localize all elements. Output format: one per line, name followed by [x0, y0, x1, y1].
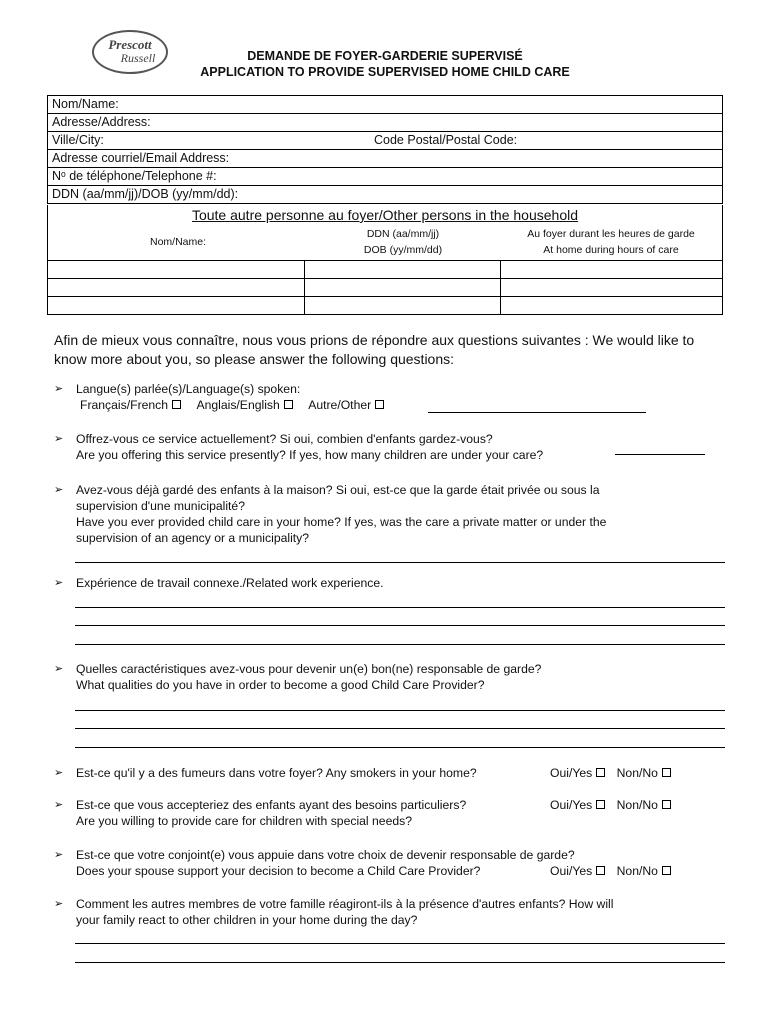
past-care-question-en-2: supervision of an agency or a municipality? — [76, 531, 310, 545]
question-spouse — [54, 847, 734, 881]
question-work-experience — [54, 575, 734, 593]
yes-label: Oui/Yes — [550, 766, 593, 780]
qualities-answer-line[interactable] — [75, 710, 725, 711]
form-title-english: APPLICATION TO PROVIDE SUPERVISED HOME CHILD CARE — [200, 65, 570, 79]
household-name-cell[interactable] — [48, 297, 305, 315]
french-label: Français/French — [80, 398, 169, 412]
question-languages — [54, 381, 734, 415]
family-question-en: your family react to other children in your home during the day? — [76, 913, 418, 927]
email-label: Adresse courriel/Email Address: — [52, 151, 230, 165]
table-row — [48, 297, 722, 315]
qualities-question-fr: Quelles caractéristiques avez-vous pour devenir un(e) bon(ne) responsable de garde? — [76, 662, 542, 676]
household-col-dob-fr: DDN (aa/mm/jj) — [366, 228, 440, 240]
table-row — [48, 279, 722, 297]
household-dob-cell[interactable] — [305, 297, 501, 315]
smokers-yes-no — [550, 765, 671, 781]
city-label: Ville/City: — [52, 133, 104, 147]
offering-question-en: Are you offering this service presently? If yes, how many children are under your care? — [76, 448, 544, 462]
household-home-cell[interactable] — [501, 261, 723, 279]
no-label: Non/No — [616, 766, 658, 780]
question-offering — [54, 431, 734, 465]
logo-text-line2: Russell — [120, 51, 156, 65]
qualities-answer-line[interactable] — [75, 747, 725, 748]
bullet-arrow: ➢ — [54, 799, 64, 811]
logo-text-line1: Prescott — [108, 37, 152, 52]
past-care-answer-line[interactable] — [75, 562, 725, 563]
household-name-cell[interactable] — [48, 261, 305, 279]
name-label: Nom/Name: — [52, 97, 119, 111]
children-count-answer-line[interactable] — [615, 454, 705, 455]
languages-question: Langue(s) parlée(s)/Language(s) spoken: — [76, 382, 301, 396]
postal-code-label: Code Postal/Postal Code: — [374, 133, 518, 147]
bullet-arrow: ➢ — [54, 433, 64, 445]
smokers-no-checkbox[interactable] — [662, 768, 671, 777]
question-smokers — [54, 765, 734, 783]
phone-field[interactable] — [48, 168, 722, 186]
household-section — [47, 205, 723, 315]
other-language-answer-line[interactable] — [428, 412, 646, 413]
question-qualities — [54, 661, 734, 695]
household-title: Toute autre personne au foyer/Other persons in the household — [191, 207, 579, 223]
spouse-question-fr: Est-ce que votre conjoint(e) vous appuie dans votre choix de devenir responsable de garde? — [76, 848, 575, 862]
past-care-question-fr-2: supervision d'une municipalité? — [76, 499, 245, 513]
address-label: Adresse/Address: — [52, 115, 151, 129]
other-label: Autre/Other — [308, 398, 372, 412]
applicant-info-table — [47, 95, 723, 204]
bullet-arrow: ➢ — [54, 663, 64, 675]
special-needs-yes-checkbox[interactable] — [596, 800, 605, 809]
address-field[interactable] — [48, 114, 722, 132]
household-col-dob — [308, 226, 498, 258]
special-needs-yes-no — [550, 797, 671, 813]
form-title-french: DEMANDE DE FOYER-GARDERIE SUPERVISÉ — [247, 49, 523, 63]
household-name-cell[interactable] — [48, 279, 305, 297]
past-care-question-en-1: Have you ever provided child care in your home? If yes, was the care a private matter or under the — [76, 515, 607, 529]
no-label: Non/No — [616, 864, 658, 878]
dob-label: DDN (aa/mm/jj)/DOB (yy/mm/dd): — [52, 187, 239, 201]
question-past-care — [54, 482, 734, 548]
household-col-home-fr: Au foyer durant les heures de garde — [527, 228, 695, 240]
intro-text: Afin de mieux vous connaître, nous vous prions de répondre aux questions suivantes : We would like to know more about you, so please answer the following questions: — [54, 332, 695, 367]
household-dob-cell[interactable] — [305, 279, 501, 297]
bullet-arrow: ➢ — [54, 849, 64, 861]
bullet-arrow: ➢ — [54, 383, 64, 395]
household-home-cell[interactable] — [501, 279, 723, 297]
other-checkbox[interactable] — [375, 400, 384, 409]
household-col-name: Nom/Name: — [149, 236, 206, 248]
bullet-arrow: ➢ — [54, 577, 64, 589]
bullet-arrow: ➢ — [54, 767, 64, 779]
household-col-dob-en: DOB (yy/mm/dd) — [363, 244, 443, 256]
bullet-arrow: ➢ — [54, 484, 64, 496]
english-checkbox[interactable] — [284, 400, 293, 409]
dob-field[interactable] — [48, 186, 722, 203]
spouse-question-en: Does your spouse support your decision to become a Child Care Provider? — [76, 864, 481, 878]
phone-label: Nᵒ de téléphone/Telephone #: — [52, 169, 217, 183]
work-experience-answer-line[interactable] — [75, 625, 725, 626]
special-needs-question-en: Are you willing to provide care for children with special needs? — [76, 814, 413, 828]
question-family-reaction — [54, 896, 734, 930]
spouse-yes-checkbox[interactable] — [596, 866, 605, 875]
spouse-yes-no — [550, 863, 671, 879]
household-col-home-en: At home during hours of care — [543, 244, 679, 256]
french-checkbox[interactable] — [172, 400, 181, 409]
household-home-cell[interactable] — [501, 297, 723, 315]
table-row — [48, 261, 722, 279]
qualities-answer-line[interactable] — [75, 728, 725, 729]
yes-label: Oui/Yes — [550, 864, 593, 878]
family-answer-line[interactable] — [75, 943, 725, 944]
question-special-needs — [54, 797, 734, 831]
work-experience-answer-line[interactable] — [75, 607, 725, 608]
household-table — [48, 260, 722, 315]
smokers-question: Est-ce qu'il y a des fumeurs dans votre foyer? Any smokers in your home? — [76, 766, 477, 780]
family-answer-line[interactable] — [75, 962, 725, 963]
city-field[interactable] — [48, 132, 722, 150]
work-experience-question: Expérience de travail connexe./Related work experience. — [76, 576, 384, 590]
english-label: Anglais/English — [196, 398, 280, 412]
family-question-fr: Comment les autres membres de votre famille réagiront-ils à la présence d'autres enfants? How will — [76, 897, 614, 911]
no-label: Non/No — [616, 798, 658, 812]
offering-question-fr: Offrez-vous ce service actuellement? Si oui, combien d'enfants gardez-vous? — [76, 432, 493, 446]
household-dob-cell[interactable] — [305, 261, 501, 279]
spouse-no-checkbox[interactable] — [662, 866, 671, 875]
work-experience-answer-line[interactable] — [75, 644, 725, 645]
yes-label: Oui/Yes — [550, 798, 593, 812]
household-col-home — [500, 226, 722, 258]
special-needs-no-checkbox[interactable] — [662, 800, 671, 809]
bullet-arrow: ➢ — [54, 898, 64, 910]
smokers-yes-checkbox[interactable] — [596, 768, 605, 777]
special-needs-question-fr: Est-ce que vous accepteriez des enfants ayant des besoins particuliers? — [76, 798, 467, 812]
email-field[interactable] — [48, 150, 722, 168]
past-care-question-fr-1: Avez-vous déjà gardé des enfants à la maison? Si oui, est-ce que la garde était privée ou sous la — [76, 483, 600, 497]
qualities-question-en: What qualities do you have in order to become a good Child Care Provider? — [76, 678, 485, 692]
name-field[interactable] — [48, 96, 722, 114]
